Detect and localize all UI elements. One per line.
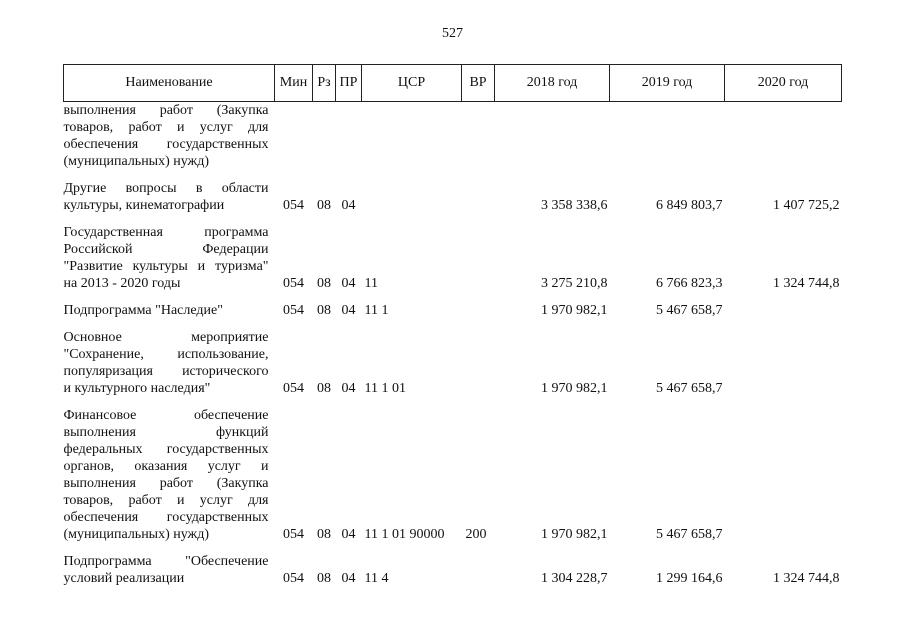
header-name: Наименование [64,65,275,102]
row-name-line: выполнения функций [63,425,269,440]
row-pr [336,102,362,171]
row-min: 054 [283,303,304,318]
row-name-line: обеспечения государственных [63,510,269,525]
row-min: 054 [283,276,304,291]
table-row [64,102,842,171]
row-2019: 1 299 164,6 [656,571,723,586]
table-row [64,543,842,587]
header-2019: 2019 год [610,65,725,102]
row-name [64,170,275,214]
row-name-line: (муниципальных) нужд) [63,154,210,169]
row-name [64,292,275,319]
table-header [64,65,842,102]
budget-table [63,64,842,587]
row-2020 [725,319,842,397]
row-name-line: условий реализации [63,571,185,586]
row-2019: 5 467 658,7 [656,303,723,318]
row-2020 [725,102,842,171]
row-name-line: товаров, работ и услуг для [63,120,269,135]
row-name [64,543,275,587]
row-name [64,397,275,543]
row-2018: 3 275 210,8 [541,276,608,291]
row-pr: 04 [341,571,356,586]
row-csr: 11 1 01 90000 [364,527,445,542]
row-vr [462,319,495,397]
row-name-line: органов, оказания услуг и [63,459,269,474]
row-name [64,319,275,397]
row-pr: 04 [341,381,356,396]
row-name [64,214,275,292]
row-2018: 1 304 228,7 [541,571,608,586]
row-csr [362,102,462,171]
row-2019: 6 766 823,3 [656,276,723,291]
table-body [64,102,842,588]
row-name-line: Другие вопросы в области [63,181,269,196]
row-name-line: Государственная программа [63,225,269,240]
table-row [64,397,842,543]
row-name-line: культуры, кинематографии [63,198,225,213]
row-name-line: Финансовое обеспечение [63,408,269,423]
row-vr [462,102,495,171]
row-name-line: "Сохранение, использование, [63,347,269,362]
header-pr: ПР [336,65,362,102]
header-csr: ЦСР [362,65,462,102]
row-csr: 11 1 01 [364,381,406,396]
header-rz: Рз [313,65,336,102]
row-name-line: выполнения работ (Закупка [63,476,269,491]
row-rz: 08 [317,276,331,291]
table-row [64,319,842,397]
row-csr: 11 [364,276,378,291]
row-rz: 08 [317,198,331,213]
row-name-line: обеспечения государственных [63,137,269,152]
header-vr: ВР [462,65,495,102]
row-min: 054 [283,381,304,396]
row-csr: 11 4 [364,571,389,586]
row-vr [462,292,495,319]
table-row [64,214,842,292]
row-vr [462,214,495,292]
row-name-line: (муниципальных) нужд) [63,527,210,542]
row-2020: 1 407 725,2 [773,198,840,213]
row-2019 [610,102,725,171]
page-number: 527 [442,26,463,41]
row-2020 [725,397,842,543]
row-2018 [495,102,610,171]
row-2018: 3 358 338,6 [541,198,608,213]
row-vr [462,543,495,587]
row-name-line: Основное мероприятие [63,330,269,345]
row-name-line: Российской Федерации [63,242,269,257]
header-min: Мин [275,65,313,102]
row-name-line: популяризация исторического [63,364,269,379]
row-csr [362,170,462,214]
row-name-line: на 2013 - 2020 годы [63,276,181,291]
row-min: 054 [283,198,304,213]
row-vr [462,170,495,214]
row-pr: 04 [341,276,356,291]
row-2020: 1 324 744,8 [773,276,840,291]
row-pr: 04 [341,303,356,318]
row-pr: 04 [341,198,356,213]
row-rz: 08 [317,527,331,542]
row-rz: 08 [317,381,331,396]
row-min: 054 [283,571,304,586]
row-2018: 1 970 982,1 [541,381,608,396]
header-2020: 2020 год [725,65,842,102]
row-name-line: федеральных государственных [63,442,269,457]
row-2019: 5 467 658,7 [656,527,723,542]
row-2019: 5 467 658,7 [656,381,723,396]
table-row [64,292,842,319]
row-name-line: товаров, работ и услуг для [63,493,269,508]
row-min: 054 [283,527,304,542]
row-name-line: Подпрограмма "Обеспечение [63,554,269,569]
table-row [64,170,842,214]
row-vr: 200 [465,527,487,542]
row-pr: 04 [341,527,356,542]
row-name-line: "Развитие культуры и туризма" [63,259,269,274]
row-name-line: выполнения работ (Закупка [63,103,269,118]
row-name-line: Подпрограмма "Наследие" [63,303,223,318]
row-min [275,102,313,171]
row-csr: 11 1 [364,303,389,318]
row-name [64,102,275,171]
header-2018: 2018 год [495,65,610,102]
row-2020 [725,292,842,319]
row-rz [313,102,336,171]
row-name-line: и культурного наследия" [63,381,211,396]
row-rz: 08 [317,571,331,586]
row-2019: 6 849 803,7 [656,198,723,213]
row-rz: 08 [317,303,331,318]
row-2020: 1 324 744,8 [773,571,840,586]
row-2018: 1 970 982,1 [541,303,608,318]
row-2018: 1 970 982,1 [541,527,608,542]
